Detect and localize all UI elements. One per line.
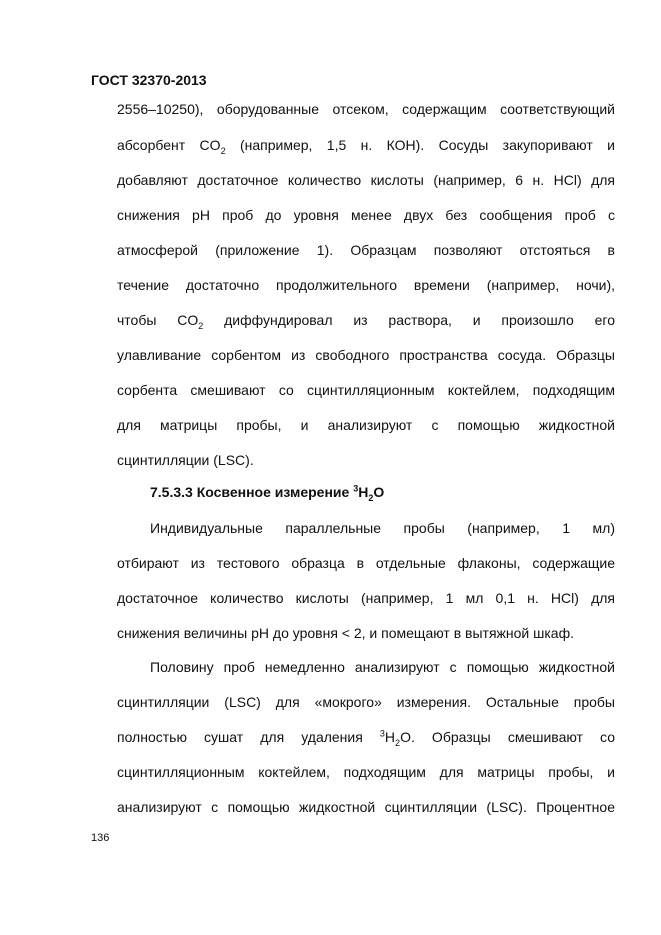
page-number: 136 xyxy=(91,832,110,844)
section-heading: 7.5.3.3 Косвенное измерение $^3H_2O$ xyxy=(150,483,385,503)
paragraph-line: атмосферой (приложение 1). Образцам позволяют отстояться в xyxy=(117,242,615,258)
paragraph-line: полностью сушат для удаления $^3H_2O$. Образцы смешивают со xyxy=(117,728,615,748)
paragraph-line: снижения величины pH до уровня < 2, и помещают в вытяжной шкаф. xyxy=(117,625,574,641)
paragraph-line: сорбента смешивают со сцинтилляционным коктейлем, подходящим xyxy=(117,382,615,398)
document-code-header: ГОСТ 32370-2013 xyxy=(91,72,207,88)
paragraph-line: чтобы $CO_2$ диффундировал из раствора, и произошло его xyxy=(117,312,616,331)
paragraph-line: добавляют достаточное количество кислоты (например, 6 н. HCl) для xyxy=(117,172,615,188)
paragraph-line: улавливание сорбентом из свободного пространства сосуда. Образцы xyxy=(117,347,615,363)
paragraph-line: абсорбент $CO_2$ (например, 1,5 н. КОН). Сосуды закупоривают и xyxy=(117,137,615,156)
paragraph-line: для матрицы пробы, и анализируют с помощью жидкостной xyxy=(117,417,615,433)
paragraph-line: сцинтилляции (LSC). xyxy=(117,452,254,468)
paragraph-line: сцинтилляции (LSC) для «мокрого» измерения. Остальные пробы xyxy=(117,694,615,710)
paragraph-line: сцинтилляционным коктейлем, подходящим для матрицы пробы, и xyxy=(117,764,615,780)
paragraph-line: течение достаточно продолжительного времени (например, ночи), xyxy=(117,277,615,293)
paragraph-line: анализируют с помощью жидкостной сцинтилляции (LSC). Процентное xyxy=(117,799,615,815)
paragraph-line: 2556–10250), оборудованные отсеком, содержащим соответствующий xyxy=(117,101,615,117)
paragraph-line: снижения pH проб до уровня менее двух без сообщения проб с xyxy=(117,207,615,223)
paragraph-line: Индивидуальные параллельные пробы (например, 1 мл) xyxy=(150,520,615,536)
paragraph-line: достаточное количество кислоты (например, 1 мл 0,1 н. HCl) для xyxy=(117,590,615,606)
paragraph-line: Половину проб немедленно анализируют с помощью жидкостной xyxy=(150,659,615,675)
paragraph-line: отбирают из тестового образца в отдельные флаконы, содержащие xyxy=(117,555,615,571)
